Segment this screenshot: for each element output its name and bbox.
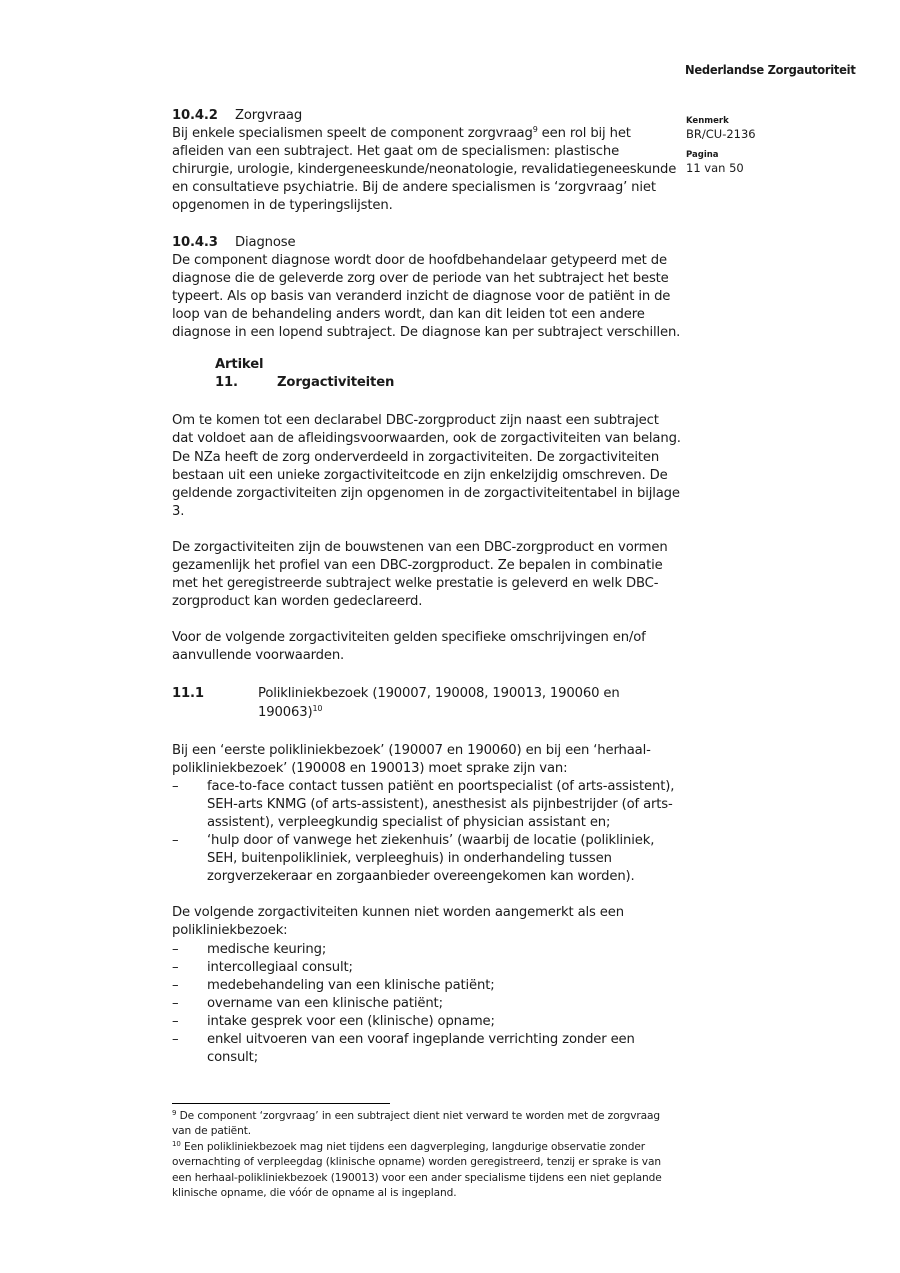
section-title: Diagnose [235,234,296,250]
list-item-text: enkel uitvoeren van een vooraf ingeplande verrichting zonder een consult; [207,1032,635,1066]
list-item [172,941,682,959]
exclusions-intro: De volgende zorgactiviteiten kunnen niet worden aangemerkt als een polikliniekbezoek: [172,905,624,939]
footnote-9 [172,1109,682,1140]
pagina-value: 11 van 50 [686,161,744,175]
footnote-marker: 9 [172,1109,177,1117]
section-title [258,685,682,721]
section-number: 11.1 [172,686,204,702]
list-item-text: medische keuring; [207,941,327,957]
paragraph: Om te komen tot een declarabel DBC-zorgproduct zijn naast een subtraject dat voldoet aan de afleidingsvoorwaarden, ook de zorgactiviteiten van belang. De NZa heeft de zorg onderverdeeld in zorgactiviteiten. De zorgactiviteiten bestaan uit een unieke zorgactiviteitcode en zijn enkelzijdig omschreven. De geldende zorgactiviteiten zijn opgenomen in de zorgactiviteitentabel in bijlage 3. [172,413,681,519]
footnote-marker: 10 [172,1139,181,1148]
list-item-text: ‘hulp door of vanwege het ziekenhuis’ (waarbij de locatie (polikliniek, SEH, buitenpolikliniek, verpleeghuis) in onderhandeling tussen zorgverzekeraar en zorgaanbieder overeengekomen kan worden). [207,833,655,885]
list-item [172,778,682,832]
list-item-text: intercollegiaal consult; [207,959,353,975]
footnote-separator [172,1103,390,1104]
list-item [172,1013,682,1031]
footnote-10 [172,1140,682,1202]
section-text-10-4-2 [172,125,682,215]
section-number: 10.4.2 [172,108,218,123]
section-title: Zorgvraag [235,108,303,123]
document-meta [686,115,756,183]
conditions-intro: Bij een ‘eerste polikliniekbezoek’ (190007 en 190060) en bij een ‘herhaal-polikliniekbezoek’ (190008 en 190013) moet sprake zijn van: [172,742,651,776]
list-item-text: face-to-face contact tussen patiënt en poortspecialist (of arts-assistent), SEH-arts KNMG (of arts-assistent), anesthesist als pijnbestrijder (of arts-assistent), verpleegkundig specialist of physician assistant en; [207,778,675,830]
footnote-text: Een polikliniekbezoek mag niet tijdens een dagverpleging, langdurige observatie zonder overnachting of verpleegdag (klinische opname) worden geregistreerd, tenzij er sprake is van een herhaal-polikliniekbezoek (190013) voor een ander specialisme tijdens een niet geplande klinische opname, die vóór de opname al is ingepland. [172,1140,662,1200]
dash-bullet: – [172,959,179,975]
pagina-label: Pagina [686,150,719,160]
list-item [172,977,682,995]
list-item [172,1031,682,1067]
footnote-ref-10[interactable]: 10 [312,703,323,713]
list-item [172,959,682,977]
dash-bullet: – [172,1032,179,1048]
dash-bullet: – [172,1013,179,1029]
dash-bullet: – [172,778,179,794]
text-part: een rol bij het afleiden van een subtraject. Het gaat om de specialismen: plastische chirurgie, urologie, kindergeneeskunde/neonatologie, revalidatiegeneeskunde en consultatieve psychiatrie. Bij de andere specialismen is ‘zorgvraag’ niet opgenomen in de typeringslijsten. [172,126,677,214]
list-item [172,995,682,1013]
section-heading-11-1 [172,685,682,721]
section-number: 10.4.3 [172,234,218,250]
footnote-text: De component ‘zorgvraag’ in een subtraject dient niet verward te worden met de zorgvraag van de patiënt. [172,1110,661,1138]
artikel-heading [215,356,682,392]
title-text: Polikliniekbezoek (190007, 190008, 190013, 190060 en 190063) [258,686,620,720]
list-item-text: overname van een klinische patiënt; [207,995,443,1011]
dash-bullet: – [172,833,179,849]
section-text-10-4-3: De component diagnose wordt door de hoofdbehandelaar getypeerd met de diagnose die de geleverde zorg over de periode van het subtraject het beste typeert. Als op basis van veranderd inzicht de diagnose voor de patiënt in de loop van de behandeling anders wordt, dan kan dit leiden tot een andere diagnose in een lopend subtraject. De diagnose kan per subtraject verschillen. [172,252,681,341]
dash-bullet: – [172,995,179,1011]
artikel-title: Zorgactiviteiten [277,375,395,391]
list-item-text: intake gesprek voor een (klinische) opname; [207,1013,495,1029]
footnote-ref-9[interactable]: 9 [532,125,538,135]
list-item [172,832,682,886]
kenmerk-value: BR/CU-2136 [686,127,756,141]
text-part: Bij enkele specialismen speelt de component zorgvraag [172,126,533,142]
list-item-text: medebehandeling van een klinische patiënt; [207,977,495,993]
footnotes [172,1109,682,1201]
organisation-name: Nederlandse Zorgautoriteit [685,62,856,77]
artikel-number: Artikel 11. [215,357,264,391]
exclusions-list [172,941,682,1068]
section-heading-10-4-2 [172,107,682,125]
section-heading-10-4-3 [172,234,682,252]
paragraph: Voor de volgende zorgactiviteiten gelden specifieke omschrijvingen en/of aanvullende voorwaarden. [172,630,646,664]
conditions-list [172,778,682,887]
kenmerk-label: Kenmerk [686,116,729,126]
dash-bullet: – [172,977,179,993]
document-body [172,107,682,1067]
dash-bullet: – [172,941,179,957]
paragraph: De zorgactiviteiten zijn de bouwstenen van een DBC-zorgproduct en vormen gezamenlijk het profiel van een DBC-zorgproduct. Ze bepalen in combinatie met het geregistreerde subtraject welke prestatie is geleverd en welk DBC-zorgproduct kan worden gedeclareerd. [172,539,668,610]
